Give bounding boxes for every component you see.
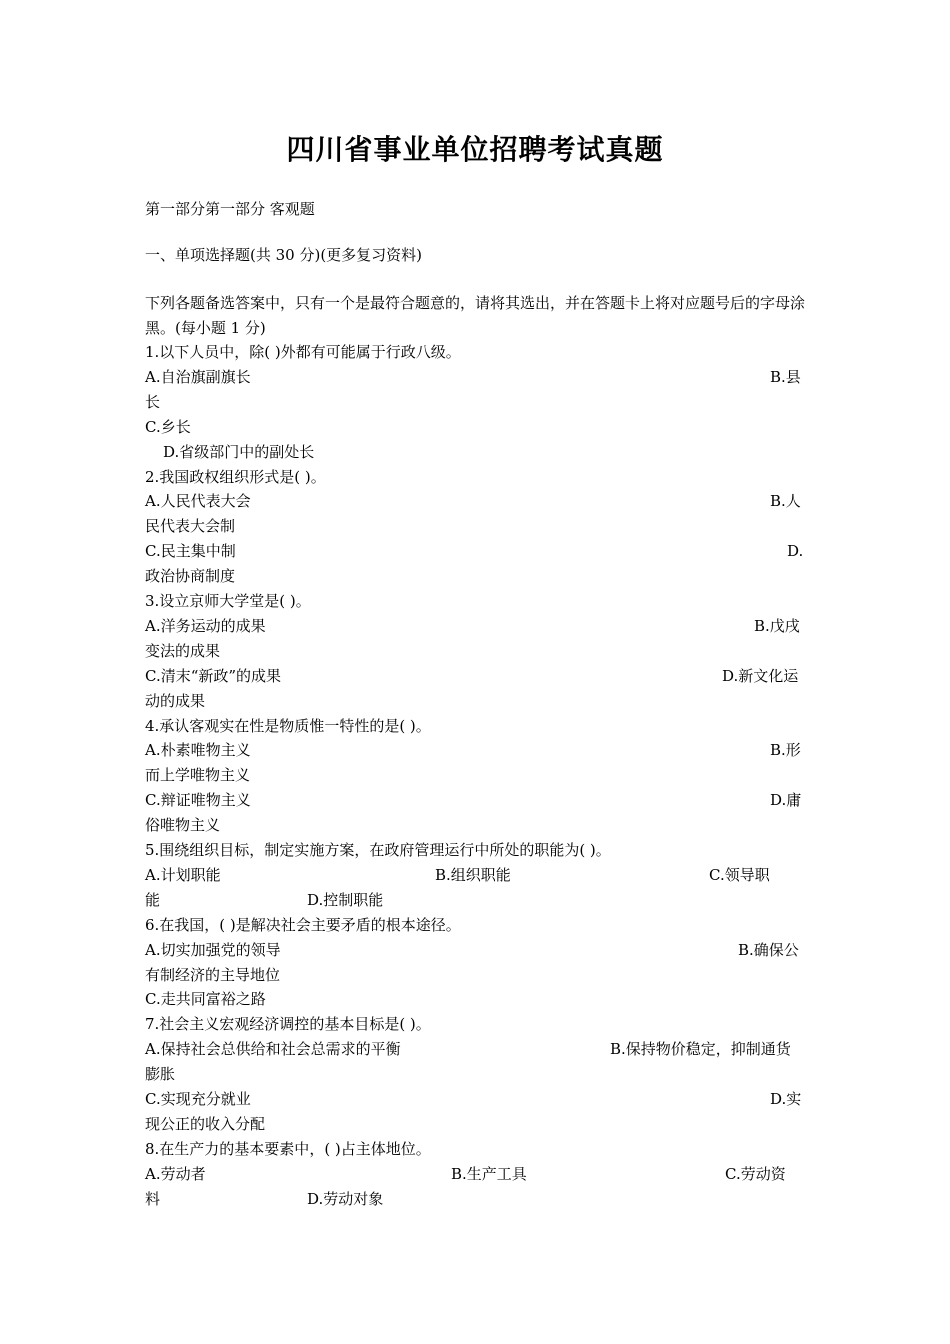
q1-option-b: B.县 — [770, 368, 801, 386]
q7-option-a: A.保持社会总供给和社会总需求的平衡 — [145, 1040, 401, 1058]
q8-option-a: A.劳动者 — [145, 1165, 206, 1183]
q3-option-b-cont: 变法的成果 — [145, 642, 221, 660]
q4-option-d-cont: 俗唯物主义 — [145, 816, 221, 834]
q5-option-c-cont: 能 — [145, 891, 161, 909]
q1-option-a: A.自治旗副旗长 — [145, 368, 251, 386]
q6-option-b-cont: 有制经济的主导地位 — [145, 966, 281, 984]
q6-option-c: C.走共同富裕之路 — [145, 990, 266, 1008]
q4-option-b-cont: 而上学唯物主义 — [145, 766, 251, 784]
q7-option-d-cont: 现公正的收入分配 — [145, 1115, 266, 1133]
q2-option-d: D. — [787, 542, 804, 560]
section-heading: 一、单项选择题(共 30 分)(更多复习资料) — [145, 246, 423, 264]
q6-option-a: A.切实加强党的领导 — [145, 941, 281, 959]
q2-option-d-cont: 政治协商制度 — [145, 567, 236, 585]
question-4: 4.承认客观实在性是物质惟一特性的是( )。 — [145, 717, 431, 735]
q2-option-a: A.人民代表大会 — [145, 492, 251, 510]
q3-option-b: B.戊戌 — [754, 617, 800, 635]
q2-option-c: C.民主集中制 — [145, 542, 236, 560]
q7-option-c: C.实现充分就业 — [145, 1090, 251, 1108]
q1-option-d: D.省级部门中的副处长 — [163, 443, 315, 461]
q4-option-c: C.辩证唯物主义 — [145, 791, 251, 809]
question-3: 3.设立京师大学堂是( )。 — [145, 592, 311, 610]
q8-option-c-cont: 料 — [145, 1190, 161, 1208]
q6-option-b: B.确保公 — [738, 941, 799, 959]
q7-option-b: B.保持物价稳定，抑制通货 — [610, 1040, 791, 1058]
q4-option-b: B.形 — [770, 741, 801, 759]
q7-option-b-cont: 膨胀 — [145, 1065, 176, 1083]
question-6: 6.在我国，( )是解决社会主要矛盾的根本途径。 — [145, 916, 461, 934]
q3-option-d-cont: 动的成果 — [145, 692, 206, 710]
question-5: 5.围绕组织目标，制定实施方案，在政府管理运行中所处的职能为( )。 — [145, 841, 611, 859]
q8-option-d: D.劳动对象 — [307, 1190, 384, 1208]
q3-option-c: C.清末“新政”的成果 — [145, 667, 282, 685]
question-7: 7.社会主义宏观经济调控的基本目标是( )。 — [145, 1015, 431, 1033]
part-heading: 第一部分第一部分 客观题 — [145, 200, 315, 218]
q5-option-b: B.组织职能 — [435, 866, 511, 884]
question-2: 2.我国政权组织形式是( )。 — [145, 468, 326, 486]
q1-option-b-cont: 长 — [145, 393, 161, 411]
question-8: 8.在生产力的基本要素中，( )占主体地位。 — [145, 1140, 431, 1158]
q5-option-d: D.控制职能 — [307, 891, 384, 909]
document-title: 四川省事业单位招聘考试真题 — [286, 133, 664, 166]
q2-option-b: B.人 — [770, 492, 801, 510]
question-1: 1.以下人员中，除( )外都有可能属于行政八级。 — [145, 343, 461, 361]
q5-option-a: A.计划职能 — [145, 866, 221, 884]
q4-option-a: A.朴素唯物主义 — [145, 741, 251, 759]
q8-option-b: B.生产工具 — [451, 1165, 527, 1183]
q7-option-d: D.实 — [770, 1090, 802, 1108]
q3-option-a: A.洋务运动的成果 — [145, 617, 266, 635]
q3-option-d: D.新文化运 — [722, 667, 799, 685]
instructions: 下列各题备选答案中，只有一个是最符合题意的，请将其选出，并在答题卡上将对应题号后的字母涂黑。(每小题 1 分) — [145, 294, 806, 337]
q5-option-c: C.领导职 — [709, 866, 770, 884]
q1-option-c: C.乡长 — [145, 418, 191, 436]
q2-option-b-cont: 民代表大会制 — [145, 517, 236, 535]
q8-option-c: C.劳动资 — [725, 1165, 786, 1183]
q4-option-d: D.庸 — [770, 791, 802, 809]
